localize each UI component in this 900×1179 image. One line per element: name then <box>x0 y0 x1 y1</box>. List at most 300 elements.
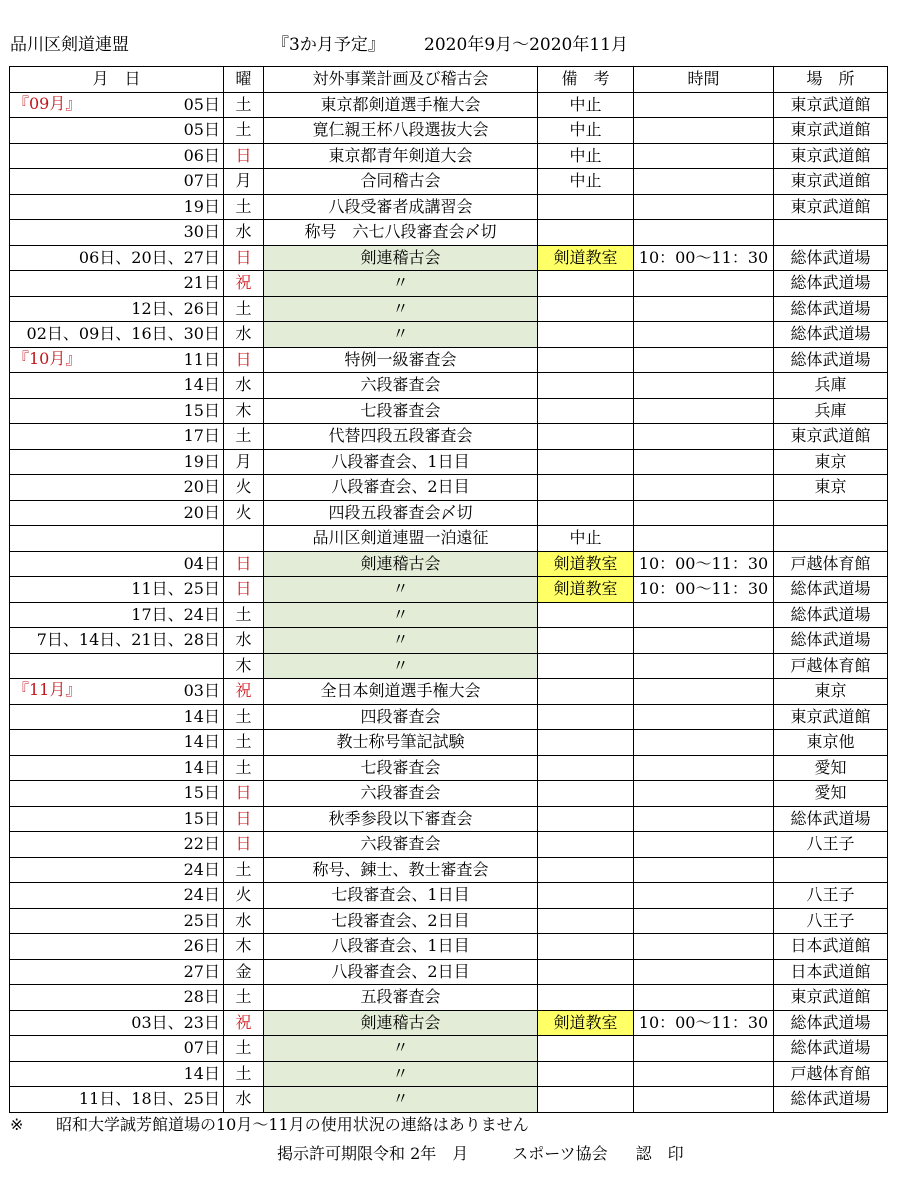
time-cell <box>634 602 774 628</box>
date-cell <box>10 347 224 373</box>
date-text: 12日、26日 <box>131 298 220 318</box>
date-text: 21日 <box>183 273 220 293</box>
place-cell: 愛知 <box>774 781 888 807</box>
weekday-cell: 祝 <box>224 271 264 297</box>
date-text: 24日 <box>183 885 220 905</box>
time-cell <box>634 1036 774 1062</box>
date-text: 02日、09日、16日、30日 <box>26 324 220 344</box>
note-text: 昭和大学誠芳館道場の10月～11月の使用状況の連絡はありません <box>56 1115 529 1134</box>
table-row <box>10 806 888 832</box>
weekday-cell: 水 <box>224 220 264 246</box>
table-row <box>10 296 888 322</box>
place-cell: 東京武道館 <box>774 424 888 450</box>
place-cell: 東京 <box>774 449 888 475</box>
date-text: 14日 <box>183 732 220 752</box>
note-cell <box>538 704 634 730</box>
event-cell: 合同稽古会 <box>264 169 538 195</box>
note-cell: 中止 <box>538 169 634 195</box>
weekday-cell: 水 <box>224 1087 264 1113</box>
place-cell: 東京武道館 <box>774 169 888 195</box>
time-cell <box>634 806 774 832</box>
place-cell: 東京他 <box>774 730 888 756</box>
note-cell <box>538 883 634 909</box>
weekday-cell: 月 <box>224 449 264 475</box>
event-cell: 六段審査会 <box>264 781 538 807</box>
date-cell <box>10 781 224 807</box>
event-cell: 〃 <box>264 271 538 297</box>
table-row <box>10 271 888 297</box>
date-cell <box>10 577 224 603</box>
note-cell <box>538 194 634 220</box>
time-cell <box>634 1087 774 1113</box>
date-cell <box>10 245 224 271</box>
time-cell: 10：00～11：30 <box>634 577 774 603</box>
table-row <box>10 322 888 348</box>
time-cell <box>634 704 774 730</box>
event-cell: 〃 <box>264 1061 538 1087</box>
note-cell: 中止 <box>538 143 634 169</box>
place-cell: 総体武道場 <box>774 271 888 297</box>
weekday-cell: 火 <box>224 500 264 526</box>
table-row <box>10 959 888 985</box>
table-row <box>10 1061 888 1087</box>
table-row <box>10 551 888 577</box>
place-cell: 東京武道館 <box>774 704 888 730</box>
note-cell <box>538 322 634 348</box>
date-cell <box>10 373 224 399</box>
place-cell: 八王子 <box>774 883 888 909</box>
note-cell: 剣道教室 <box>538 577 634 603</box>
association-name: スポーツ協会 <box>512 1144 608 1163</box>
event-cell: 剣連稽古会 <box>264 551 538 577</box>
table-row <box>10 118 888 144</box>
event-cell: 五段審査会 <box>264 985 538 1011</box>
time-cell <box>634 730 774 756</box>
table-row <box>10 1010 888 1036</box>
date-cell <box>10 908 224 934</box>
event-cell: 六段審査会 <box>264 832 538 858</box>
event-cell: 〃 <box>264 1087 538 1113</box>
date-cell <box>10 1036 224 1062</box>
note-cell <box>538 424 634 450</box>
table-row <box>10 373 888 399</box>
table-row <box>10 169 888 195</box>
date-cell <box>10 602 224 628</box>
weekday-cell: 水 <box>224 628 264 654</box>
weekday-cell: 土 <box>224 985 264 1011</box>
date-cell <box>10 424 224 450</box>
month-label: 『10月』 <box>13 348 82 368</box>
time-cell <box>634 143 774 169</box>
time-cell <box>634 373 774 399</box>
table-row <box>10 194 888 220</box>
organization-name: 品川区剣道連盟 <box>10 35 129 55</box>
date-text: 03日、23日 <box>131 1012 220 1032</box>
note-cell: 中止 <box>538 526 634 552</box>
document-title: 『3か月予定』 <box>272 35 385 55</box>
table-row <box>10 1087 888 1113</box>
date-cell <box>10 934 224 960</box>
place-cell: 戸越体育館 <box>774 551 888 577</box>
weekday-cell: 祝 <box>224 679 264 705</box>
note-cell: 剣道教室 <box>538 551 634 577</box>
note-cell <box>538 398 634 424</box>
date-cell <box>10 628 224 654</box>
date-cell <box>10 1010 224 1036</box>
date-cell <box>10 883 224 909</box>
date-text: 24日 <box>183 859 220 879</box>
place-cell: 日本武道館 <box>774 959 888 985</box>
event-cell: 四段五段審査会〆切 <box>264 500 538 526</box>
event-cell: 特例一級審査会 <box>264 347 538 373</box>
date-text: 06日 <box>183 145 220 165</box>
place-cell: 八王子 <box>774 832 888 858</box>
event-cell: 称号 六七八段審査会〆切 <box>264 220 538 246</box>
note-cell <box>538 373 634 399</box>
table-row <box>10 934 888 960</box>
place-cell: 東京 <box>774 679 888 705</box>
event-cell: 教士称号筆記試験 <box>264 730 538 756</box>
weekday-cell: 土 <box>224 92 264 118</box>
event-cell: 全日本剣道選手権大会 <box>264 679 538 705</box>
date-text: 06日、20日、27日 <box>78 247 220 267</box>
table-row <box>10 398 888 424</box>
weekday-cell: 土 <box>224 424 264 450</box>
event-cell: 八段審査会、1日目 <box>264 934 538 960</box>
date-cell <box>10 398 224 424</box>
time-cell <box>634 398 774 424</box>
document-header <box>10 30 890 54</box>
time-cell <box>634 883 774 909</box>
time-cell <box>634 755 774 781</box>
event-cell: 〃 <box>264 322 538 348</box>
place-cell <box>774 500 888 526</box>
place-cell: 総体武道場 <box>774 296 888 322</box>
date-text: 07日 <box>183 171 220 191</box>
event-cell: 七段審査会 <box>264 755 538 781</box>
date-cell <box>10 118 224 144</box>
header-row <box>10 67 888 93</box>
place-cell: 総体武道場 <box>774 628 888 654</box>
date-text: 14日 <box>183 375 220 395</box>
date-text: 17日 <box>183 426 220 446</box>
weekday-cell: 日 <box>224 806 264 832</box>
event-cell: 〃 <box>264 577 538 603</box>
date-text: 25日 <box>183 910 220 930</box>
weekday-cell: 水 <box>224 373 264 399</box>
time-cell: 10：00～11：30 <box>634 245 774 271</box>
weekday-cell: 火 <box>224 883 264 909</box>
time-cell <box>634 934 774 960</box>
time-cell <box>634 475 774 501</box>
date-cell <box>10 806 224 832</box>
place-cell: 総体武道場 <box>774 347 888 373</box>
date-text: 07日 <box>183 1038 220 1058</box>
note-cell: 中止 <box>538 118 634 144</box>
place-cell: 総体武道場 <box>774 1036 888 1062</box>
place-cell: 総体武道場 <box>774 1087 888 1113</box>
date-text: 11日 <box>183 349 220 369</box>
time-cell <box>634 347 774 373</box>
table-row <box>10 730 888 756</box>
note-cell <box>538 679 634 705</box>
col-header-date: 月 日 <box>10 67 224 93</box>
table-row <box>10 143 888 169</box>
date-text: 27日 <box>183 961 220 981</box>
date-text: 20日 <box>183 502 220 522</box>
note-cell <box>538 959 634 985</box>
date-text: 15日 <box>183 783 220 803</box>
note-cell <box>538 985 634 1011</box>
event-cell: 八段審査会、1日目 <box>264 449 538 475</box>
table-row <box>10 424 888 450</box>
month-label: 『11月』 <box>13 680 82 699</box>
place-cell: 戸越体育館 <box>774 1061 888 1087</box>
date-cell <box>10 169 224 195</box>
weekday-cell: 水 <box>224 908 264 934</box>
date-cell <box>10 679 224 705</box>
date-cell <box>10 449 224 475</box>
note-cell: 剣道教室 <box>538 245 634 271</box>
weekday-cell: 金 <box>224 959 264 985</box>
place-cell: 東京武道館 <box>774 118 888 144</box>
event-cell: 〃 <box>264 1036 538 1062</box>
date-text: 14日 <box>183 757 220 777</box>
date-cell <box>10 653 224 679</box>
table-row <box>10 653 888 679</box>
time-cell: 10：00～11：30 <box>634 1010 774 1036</box>
place-cell: 愛知 <box>774 755 888 781</box>
note-cell <box>538 475 634 501</box>
place-cell: 東京武道館 <box>774 143 888 169</box>
date-cell <box>10 475 224 501</box>
place-cell: 東京武道館 <box>774 985 888 1011</box>
weekday-cell <box>224 526 264 552</box>
note-cell <box>538 296 634 322</box>
date-text: 11日、25日 <box>131 579 220 599</box>
note-cell <box>538 220 634 246</box>
note-cell <box>538 271 634 297</box>
note-cell <box>538 755 634 781</box>
weekday-cell: 土 <box>224 755 264 781</box>
permit-period: 掲示許可期限令和 2年 月 <box>277 1144 469 1163</box>
time-cell <box>634 908 774 934</box>
time-cell <box>634 1061 774 1087</box>
date-text: 28日 <box>183 987 220 1007</box>
date-cell <box>10 730 224 756</box>
note-cell <box>538 730 634 756</box>
weekday-cell: 水 <box>224 322 264 348</box>
weekday-cell: 日 <box>224 347 264 373</box>
date-cell <box>10 1087 224 1113</box>
weekday-cell: 土 <box>224 1036 264 1062</box>
time-cell <box>634 781 774 807</box>
table-row <box>10 781 888 807</box>
date-text: 26日 <box>183 936 220 956</box>
weekday-cell: 祝 <box>224 1010 264 1036</box>
weekday-cell: 木 <box>224 653 264 679</box>
note-cell <box>538 628 634 654</box>
table-row <box>10 628 888 654</box>
weekday-cell: 土 <box>224 296 264 322</box>
date-cell <box>10 500 224 526</box>
note-cell <box>538 449 634 475</box>
footer-note <box>10 1112 529 1135</box>
weekday-cell: 日 <box>224 781 264 807</box>
event-cell: 六段審査会 <box>264 373 538 399</box>
place-cell <box>774 526 888 552</box>
date-text: 15日 <box>183 400 220 420</box>
time-cell <box>634 857 774 883</box>
place-cell: 八王子 <box>774 908 888 934</box>
note-cell <box>538 908 634 934</box>
table-row <box>10 704 888 730</box>
weekday-cell: 日 <box>224 245 264 271</box>
event-cell: 剣連稽古会 <box>264 245 538 271</box>
weekday-cell: 木 <box>224 934 264 960</box>
table-row <box>10 500 888 526</box>
date-cell <box>10 322 224 348</box>
time-cell <box>634 194 774 220</box>
month-label: 『09月』 <box>13 93 82 113</box>
table-row <box>10 883 888 909</box>
event-cell: 八段審査会、2日目 <box>264 959 538 985</box>
time-cell <box>634 985 774 1011</box>
place-cell: 総体武道場 <box>774 806 888 832</box>
weekday-cell: 土 <box>224 118 264 144</box>
date-text: 14日 <box>183 1063 220 1083</box>
note-cell <box>538 1061 634 1087</box>
weekday-cell: 日 <box>224 832 264 858</box>
note-cell <box>538 1036 634 1062</box>
note-cell <box>538 347 634 373</box>
place-cell: 総体武道場 <box>774 322 888 348</box>
time-cell <box>634 220 774 246</box>
event-cell: 東京都青年剣道大会 <box>264 143 538 169</box>
approval-stamp: 認 印 <box>635 1144 684 1163</box>
date-text: 19日 <box>183 196 220 216</box>
date-cell <box>10 194 224 220</box>
date-text: 04日 <box>183 553 220 573</box>
date-cell <box>10 143 224 169</box>
date-text: 14日 <box>183 706 220 726</box>
note-cell <box>538 857 634 883</box>
place-cell: 東京 <box>774 475 888 501</box>
date-cell <box>10 296 224 322</box>
note-cell <box>538 806 634 832</box>
date-text: 19日 <box>183 451 220 471</box>
date-text: 7日、14日、21日、28日 <box>36 630 220 650</box>
time-cell <box>634 628 774 654</box>
weekday-cell: 土 <box>224 730 264 756</box>
date-cell <box>10 220 224 246</box>
event-cell: 七段審査会、2日目 <box>264 908 538 934</box>
date-text: 05日 <box>183 120 220 140</box>
weekday-cell: 土 <box>224 857 264 883</box>
date-text: 05日 <box>183 94 220 114</box>
weekday-cell: 火 <box>224 475 264 501</box>
place-cell: 兵庫 <box>774 398 888 424</box>
weekday-cell: 土 <box>224 704 264 730</box>
event-cell: 七段審査会 <box>264 398 538 424</box>
note-cell <box>538 602 634 628</box>
table-row <box>10 347 888 373</box>
note-cell: 剣道教室 <box>538 1010 634 1036</box>
note-cell <box>538 1087 634 1113</box>
table-row <box>10 220 888 246</box>
time-cell <box>634 296 774 322</box>
place-cell <box>774 220 888 246</box>
note-cell <box>538 934 634 960</box>
weekday-cell: 土 <box>224 1061 264 1087</box>
date-text: 03日 <box>183 681 220 701</box>
table-row <box>10 449 888 475</box>
weekday-cell: 日 <box>224 143 264 169</box>
schedule-period: 2020年9月～2020年11月 <box>424 35 628 55</box>
event-cell: 〃 <box>264 628 538 654</box>
note-cell <box>538 653 634 679</box>
weekday-cell: 土 <box>224 194 264 220</box>
date-cell <box>10 832 224 858</box>
event-cell: 七段審査会、1日目 <box>264 883 538 909</box>
date-cell <box>10 755 224 781</box>
time-cell <box>634 832 774 858</box>
event-cell: 〃 <box>264 602 538 628</box>
place-cell: 総体武道場 <box>774 1010 888 1036</box>
table-row <box>10 577 888 603</box>
table-row <box>10 245 888 271</box>
event-cell: 八段受審者成講習会 <box>264 194 538 220</box>
date-text: 17日、24日 <box>131 604 220 624</box>
col-header-note: 備 考 <box>538 67 634 93</box>
col-header-weekday: 曜 <box>224 67 264 93</box>
date-cell <box>10 704 224 730</box>
time-cell <box>634 322 774 348</box>
note-cell: 中止 <box>538 92 634 118</box>
time-cell <box>634 500 774 526</box>
event-cell: 〃 <box>264 296 538 322</box>
time-cell <box>634 92 774 118</box>
place-cell: 日本武道館 <box>774 934 888 960</box>
note-cell <box>538 781 634 807</box>
note-cell <box>538 500 634 526</box>
date-cell <box>10 92 224 118</box>
date-text: 22日 <box>183 834 220 854</box>
date-text: 20日 <box>183 477 220 497</box>
time-cell <box>634 118 774 144</box>
event-cell: 八段審査会、2日目 <box>264 475 538 501</box>
time-cell <box>634 271 774 297</box>
place-cell: 東京武道館 <box>774 194 888 220</box>
date-cell <box>10 959 224 985</box>
table-row <box>10 985 888 1011</box>
event-cell: 品川区剣道連盟一泊遠征 <box>264 526 538 552</box>
time-cell <box>634 169 774 195</box>
date-cell <box>10 271 224 297</box>
time-cell: 10：00～11：30 <box>634 551 774 577</box>
place-cell: 総体武道場 <box>774 602 888 628</box>
col-header-time: 時間 <box>634 67 774 93</box>
date-text: 11日、18日、25日 <box>78 1089 220 1109</box>
date-cell <box>10 551 224 577</box>
place-cell <box>774 857 888 883</box>
event-cell: 秋季参段以下審査会 <box>264 806 538 832</box>
time-cell <box>634 653 774 679</box>
table-row <box>10 475 888 501</box>
note-mark: ※ <box>10 1115 24 1134</box>
event-cell: 寛仁親王杯八段選抜大会 <box>264 118 538 144</box>
date-cell <box>10 1061 224 1087</box>
